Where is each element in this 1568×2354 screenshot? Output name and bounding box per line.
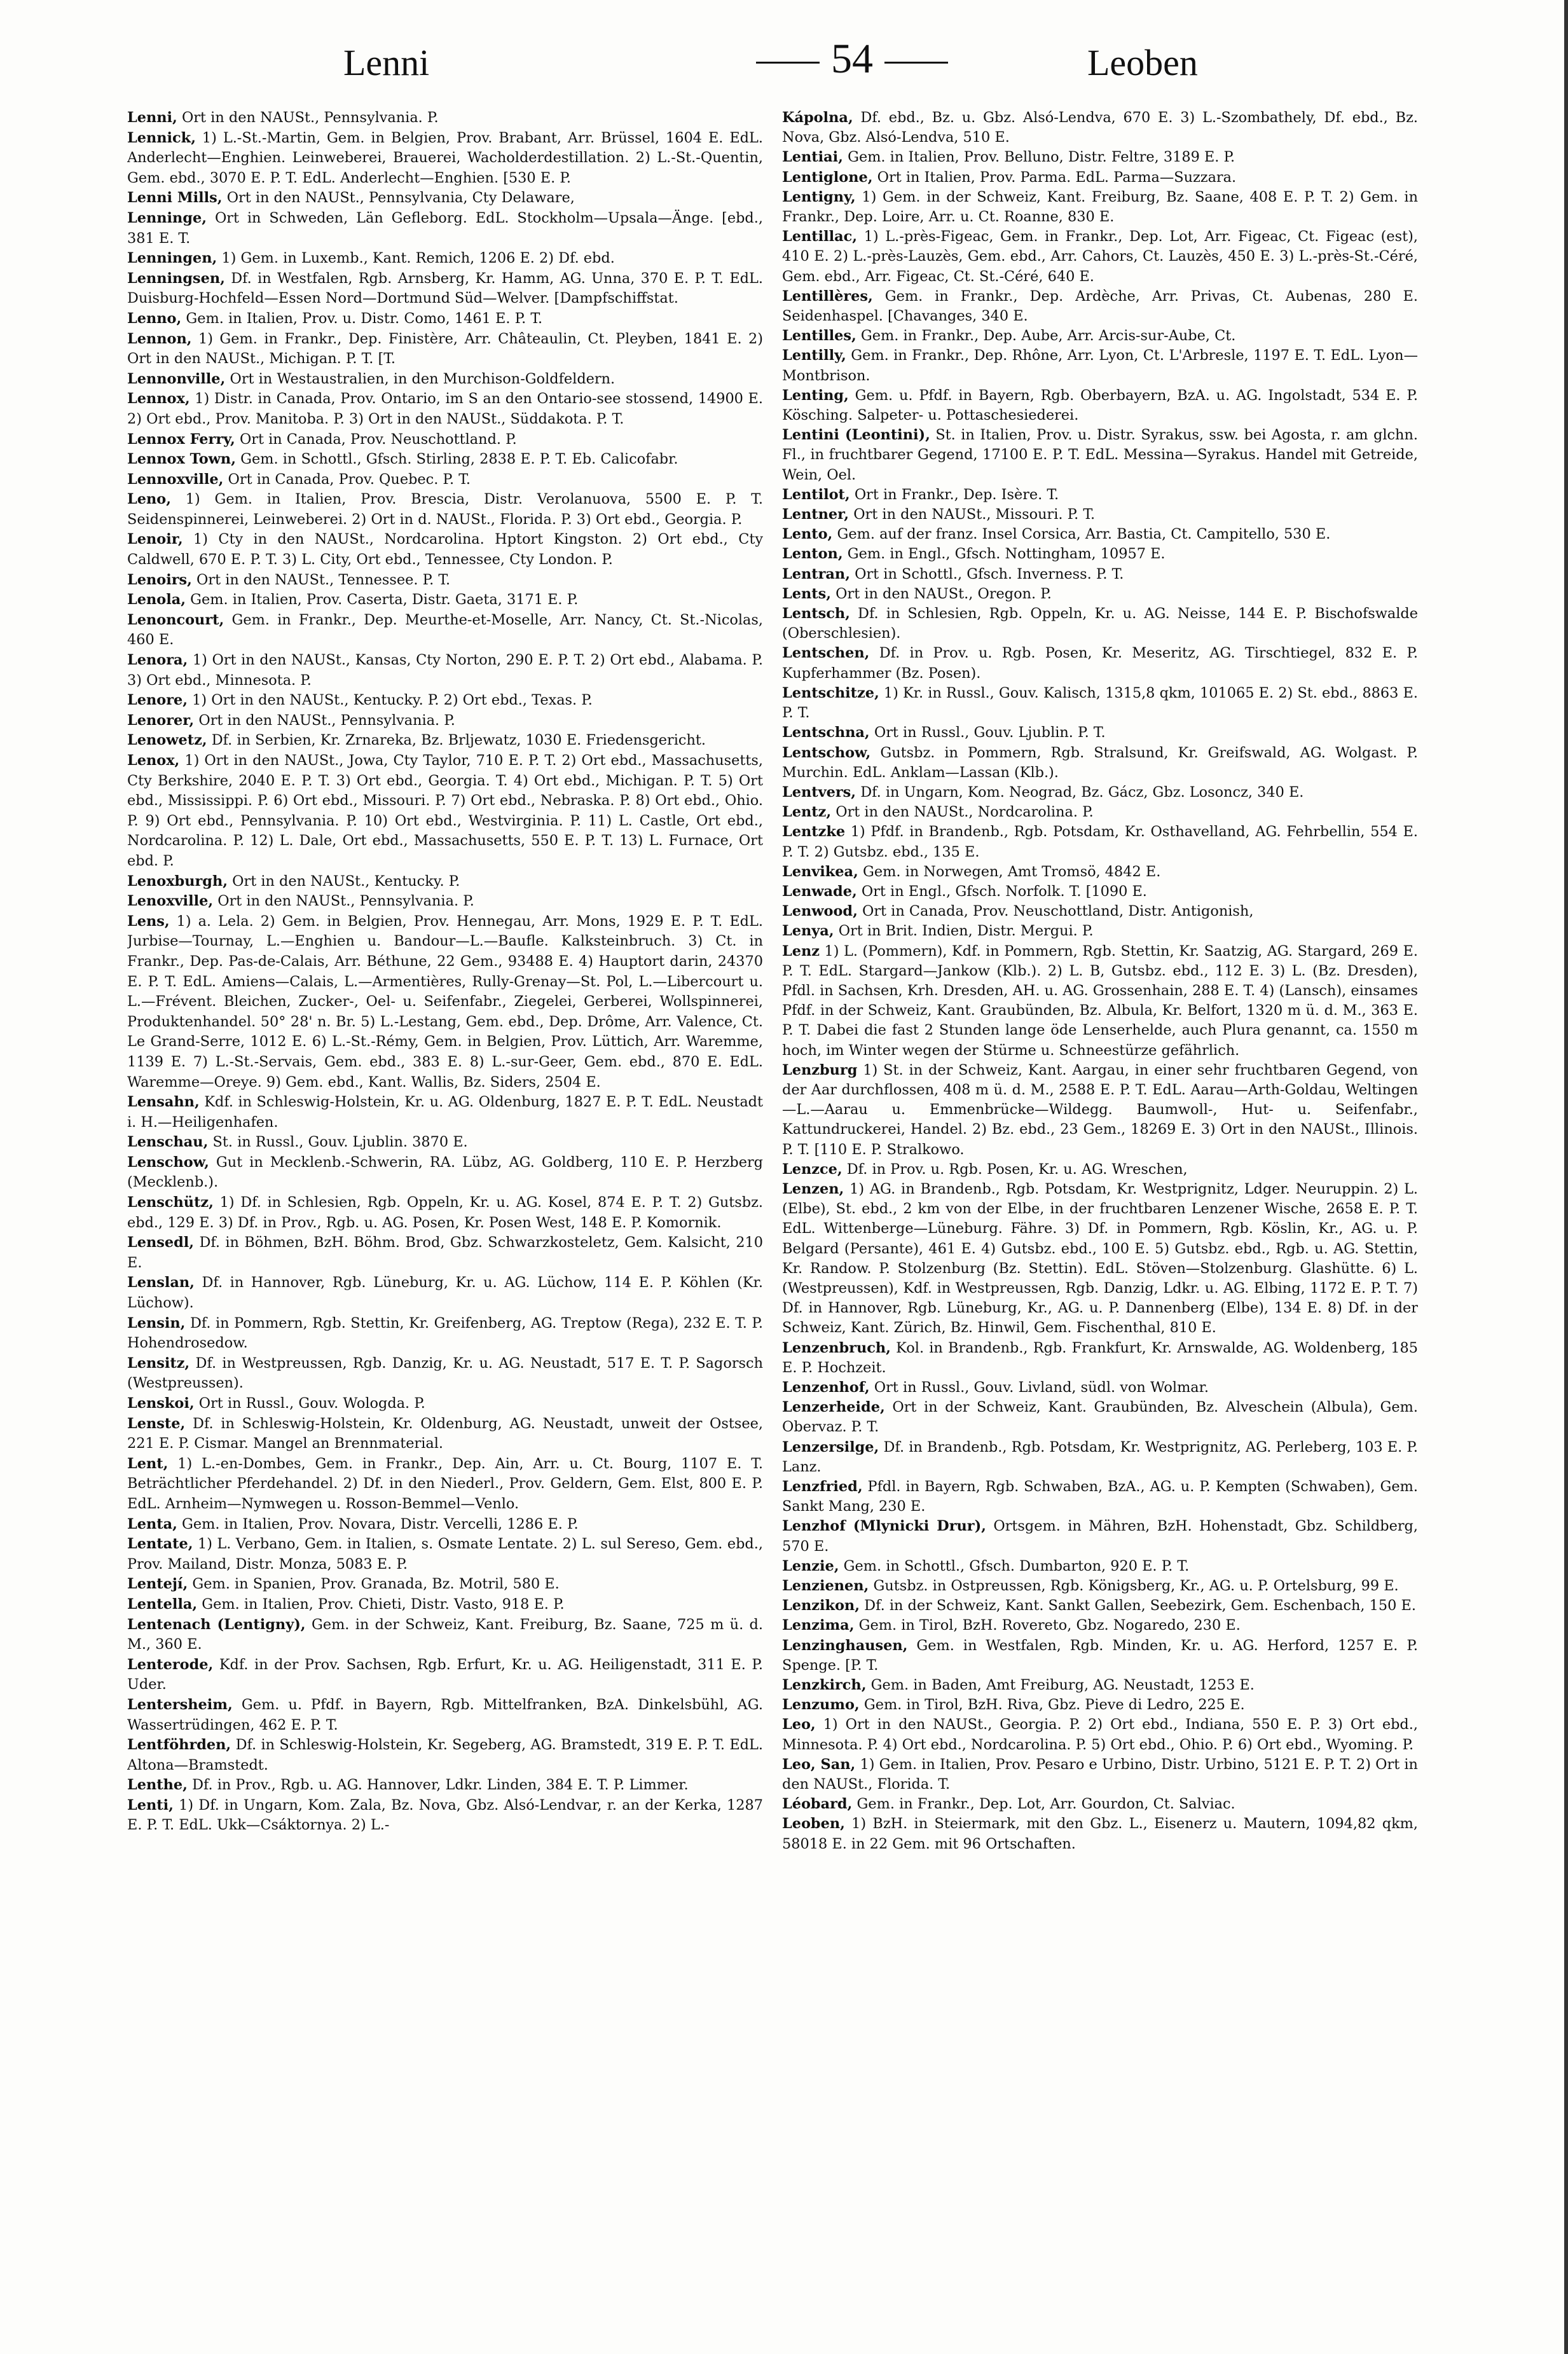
page-number <box>744 35 960 83</box>
gazetteer-entry <box>127 610 763 650</box>
entry-text: 1) Ort in den NAUSt., Georgia. P. 2) Ort ebd., Indiana, 550 E. P. 3) Ort ebd., Minnesota. P. 4) Ort ebd., Nordcarolina. P. 5) Ort ebd., Ohio. P. 6) Ort ebd., Wyoming. P. <box>782 1716 1418 1753</box>
entry-headword: Lenzhof (Mlynicki Drur), <box>782 1518 986 1535</box>
entry-headword: Lenola, <box>127 591 186 609</box>
entry-headword: Lenoncourt, <box>127 611 224 628</box>
gazetteer-entry <box>127 912 763 1092</box>
gazetteer-entry <box>782 188 1418 227</box>
entry-text: Ort in Canada, Prov. Neuschottland. P. <box>239 430 517 448</box>
entry-headword: Lennoxville, <box>127 471 224 488</box>
entry-text: Ort in den NAUSt., Missouri. P. T. <box>853 506 1096 523</box>
entry-text: 1) Gem. in Italien, Prov. Brescia, Distr. Verolanuova, 5500 E. P. T. Seidenspinnerei, Leinweberei. 2) Ort in d. NAUSt., Florida. P. 3) Ort ebd., Georgia. P. <box>127 491 763 528</box>
entry-text: 1) Df. in Ungarn, Kom. Zala, Bz. Nova, Gbz. Alsó-Lendvar, r. an der Kerka, 1287 E. P. T. EdL. Ukk—Csáktornya. 2) L.- <box>127 1796 763 1834</box>
entry-text: Ort in Schweden, Län Gefleborg. EdL. Stockholm—Upsala—Änge. [ebd., 381 E. T. <box>127 209 763 247</box>
entry-headword: Lenschütz, <box>127 1194 214 1211</box>
entry-headword: Lenoirs, <box>127 571 192 588</box>
gazetteer-entry <box>127 470 763 490</box>
gazetteer-entry <box>782 108 1418 148</box>
entry-headword: Lenora, <box>127 652 188 669</box>
entry-text: 1) Gem. in Frankr., Dep. Finistère, Arr. Châteaulin, Ct. Pleyben, 1841 E. 2) Ort in den NAUSt., Michigan. P. T. [T. <box>127 330 763 368</box>
entry-text: St. in Russl., Gouv. Ljublin. 3870 E. <box>212 1134 468 1151</box>
gazetteer-entry <box>127 1595 763 1615</box>
entry-text: Df. ebd., Bz. u. Gbz. Alsó-Lendva, 670 E. 3) L.-Szombathely, Df. ebd., Bz. Nova, Gbz. Alsó-Lendva, 510 E. <box>782 109 1418 146</box>
entry-headword: Lenno, <box>127 310 182 327</box>
entry-text: Gem. auf der franz. Insel Corsica, Arr. Bastia, Ct. Campitello, 530 E. <box>837 526 1331 543</box>
gazetteer-entry <box>782 326 1418 346</box>
gazetteer-entry <box>127 731 763 751</box>
gazetteer-entry <box>782 1061 1418 1160</box>
entry-headword: Lenowetz, <box>127 732 207 749</box>
entry-text: Ort in Canada, Prov. Neuschottland, Distr. Antigonish, <box>862 903 1254 920</box>
gazetteer-entry <box>127 691 763 711</box>
entry-headword: Lennon, <box>127 330 192 347</box>
entry-text: Df. in Westpreussen, Rgb. Danzig, Kr. u. AG. Neustadt, 517 E. T. P. Sagorsch (Westpreussen). <box>127 1354 763 1392</box>
gazetteer-entry <box>782 1180 1418 1339</box>
gazetteer-entry <box>782 565 1418 584</box>
entry-headword: Lenterode, <box>127 1656 214 1673</box>
entry-headword: Lenzima, <box>782 1617 855 1634</box>
entry-headword: Lenore, <box>127 692 188 709</box>
entry-text: Df. in Schleswig-Holstein, Kr. Segeberg, AG. Bramstedt, 319 E. P. T. EdL. Altona—Bramstedt. <box>127 1737 763 1773</box>
gazetteer-entry <box>782 862 1418 882</box>
gazetteer-entry <box>782 1715 1418 1754</box>
entry-text: Kol. in Brandenb., Rgb. Frankfurt, Kr. Arnswalde, AG. Woldenberg, 185 E. P. Hochzeit. <box>782 1339 1418 1376</box>
entry-text: 1) L.-St.-Martin, Gem. in Belgien, Prov. Brabant, Arr. Brüssel, 1604 E. EdL. Anderlecht—Enghien. Leinweberei, Brauerei, Wacholderdestillation. 2) L.-St.-Quentin, Gem. ebd., 3070 E. P. T. EdL. Anderlecht—Enghien. [530 E. P. <box>127 129 763 186</box>
gazetteer-entry <box>127 1153 763 1193</box>
entry-headword: Lentvers, <box>782 783 856 801</box>
entry-headword: Lenzenbruch, <box>782 1339 891 1356</box>
entry-text: Gem. in Baden, Amt Freiburg, AG. Neustadt, 1253 E. <box>870 1677 1255 1694</box>
entry-headword: Lenslan, <box>127 1274 195 1291</box>
gazetteer-entry <box>127 650 763 691</box>
entry-text: Ort in den NAUSt., Pennsylvania. P. <box>217 893 474 910</box>
gazetteer-entry <box>127 1314 763 1354</box>
gazetteer-entry <box>782 1596 1418 1616</box>
gazetteer-entry <box>782 425 1418 485</box>
entry-text: Gem. in Tirol, BzH. Rovereto, Gbz. Nogaredo, 230 E. <box>858 1617 1241 1634</box>
left-column <box>127 108 763 2302</box>
entry-text: Ort in Russl., Gouv. Ljublin. P. T. <box>874 724 1106 741</box>
entry-headword: Lentner, <box>782 506 849 523</box>
gazetteer-entry <box>782 584 1418 604</box>
gazetteer-entry <box>782 1438 1418 1477</box>
entry-headword: Lenschow, <box>127 1153 209 1171</box>
entry-headword: Lentiai, <box>782 149 843 166</box>
gazetteer-entry <box>127 1354 763 1394</box>
entry-text: Df. in Prov. u. Rgb. Posen, Kr. Meseritz, AG. Tirschtiegel, 832 E. P. Kupferhammer (Bz. Posen). <box>782 645 1418 682</box>
entry-headword: Lentz, <box>782 804 832 821</box>
gazetteer-entry <box>782 346 1418 385</box>
entry-text: Df. in Westfalen, Rgb. Arnsberg, Kr. Hamm, AG. Unna, 370 E. P. T. EdL. Duisburg-Hochfeld—Essen Nord—Dortmund Süd—Welver. [Dampfschiffstat. <box>127 270 763 307</box>
gazetteer-entry <box>782 1160 1418 1180</box>
gazetteer-entry <box>127 590 763 610</box>
gazetteer-entry <box>127 1454 763 1515</box>
entry-headword: Lenni, <box>127 109 177 126</box>
gazetteer-entry <box>782 1339 1418 1378</box>
entry-text: Gem. in Norwegen, Amt Tromsö, 4842 E. <box>862 863 1161 880</box>
entry-headword: Lentini (Leontini), <box>782 427 930 444</box>
gazetteer-entry <box>782 1378 1418 1398</box>
entry-headword: Lenox, <box>127 752 180 769</box>
gazetteer-entry <box>782 1636 1418 1676</box>
gazetteer-entry <box>127 1092 763 1132</box>
entry-text: Gem. in Frankr., Dep. Lot, Arr. Gourdon, Ct. Salviac. <box>856 1796 1235 1813</box>
gazetteer-entry <box>782 902 1418 921</box>
entry-text: Ort in der Schweiz, Kant. Graubünden, Bz. Alveschein (Albula), Gem. Obervaz. P. T. <box>782 1399 1418 1436</box>
entry-text: Gem. in Spanien, Prov. Granada, Bz. Motril, 580 E. <box>192 1576 560 1593</box>
entry-text: Ort in den NAUSt., Pennsylvania. P. <box>181 109 439 126</box>
entry-text: Gem. in Frankr., Dep. Meurthe-et-Moselle, Arr. Nancy, Ct. St.-Nicolas, 460 E. <box>127 611 763 649</box>
entry-headword: Lentschow, <box>782 744 871 761</box>
entry-headword: Lentilles, <box>782 327 856 345</box>
page-number-text: 54 <box>831 36 873 82</box>
entry-headword: Léobard, <box>782 1796 853 1813</box>
entry-headword: Lensitz, <box>127 1354 190 1372</box>
gazetteer-entry <box>782 544 1418 564</box>
entry-text: Gutsbz. in Pommern, Rgb. Stralsund, Kr. Greifswald, AG. Wolgast. P. Murchin. EdL. Anklam—Lassan (Klb.). <box>782 744 1418 781</box>
gazetteer-entry <box>127 128 763 189</box>
entry-text: Gem. in Westfalen, Rgb. Minden, Kr. u. AG. Herford, 1257 E. P. Spenge. [P. T. <box>782 1637 1418 1674</box>
entry-text: Ort in den NAUSt., Pennsylvania, Cty Delaware, <box>226 189 575 207</box>
gazetteer-entry <box>782 227 1418 287</box>
entry-headword: Lenti, <box>127 1796 174 1814</box>
gazetteer-entry <box>782 1557 1418 1576</box>
gazetteer-entry <box>127 1394 763 1414</box>
gazetteer-entry <box>782 1814 1418 1854</box>
entry-headword: Lentschna, <box>782 724 870 741</box>
gazetteer-entry <box>782 1517 1418 1556</box>
entry-text: Gem. in Frankr., Dep. Rhône, Arr. Lyon, Ct. L'Arbresle, 1197 E. T. EdL. Lyon—Montbrison. <box>782 347 1418 384</box>
entry-text: Gem. in Italien, Prov. Chieti, Distr. Vasto, 918 E. P. <box>202 1595 565 1613</box>
entry-text: Df. in Böhmen, BzH. Böhm. Brod, Gbz. Schwarzkosteletz, Gem. Kalsicht, 210 E. <box>127 1234 763 1271</box>
gazetteer-entry <box>782 525 1418 544</box>
entry-text: 1) Distr. in Canada, Prov. Ontario, im S an den Ontario-see stossend, 14900 E. 2) Ort ebd., Prov. Manitoba. P. 3) Ort in den NAUSt., Süddakota. P. T. <box>127 390 763 427</box>
entry-headword: Lentran, <box>782 565 850 582</box>
entry-headword: Lents, <box>782 585 832 602</box>
entry-headword: Lenzen, <box>782 1180 844 1197</box>
gazetteer-entry <box>782 168 1418 188</box>
header-rule-left <box>756 62 820 64</box>
gazetteer-entry <box>782 723 1418 743</box>
gazetteer-entry <box>782 386 1418 425</box>
gazetteer-entry <box>782 604 1418 644</box>
entry-text: 1) Kr. in Russl., Gouv. Kalisch, 1315,8 qkm, 101065 E. 2) St. ebd., 8863 E. P. T. <box>782 684 1418 722</box>
entry-headword: Lenni Mills, <box>127 189 223 207</box>
entry-headword: Lenninge, <box>127 209 207 226</box>
gazetteer-entry <box>127 369 763 390</box>
gazetteer-entry <box>127 1273 763 1313</box>
entry-headword: Lens, <box>127 912 170 930</box>
entry-text: Ort in den NAUSt., Nordcarolina. P. <box>836 804 1094 821</box>
entry-text: Df. in Brandenb., Rgb. Potsdam, Kr. Westprignitz, AG. Perleberg, 103 E. P. Lanz. <box>782 1438 1418 1475</box>
gazetteer-entry <box>782 802 1418 822</box>
entry-text: 1) L. (Pommern), Kdf. in Pommern, Rgb. Stettin, Kr. Saatzig, AG. Stargard, 269 E. P. T. EdL. Stargard—Jankow (Klb.). 2) L. B, Gutsbz. ebd., 112 E. 3) L. (Bz. Dresden), Pfdl. in Sachsen, Krh. Dresden, AH. u. AG. Grossenhain, 288 E. T. 4) (Lansch), einsames Pfdf. in der Schweiz, Kant. Graubünden, Bz. Albula, Kr. Belfort, 1320 m ü. d. M., 363 E. P. T. Dabei die fast 2 Stunden lange öde Lenserhelde, auch Plura genannt, ca. 1550 m hoch, im Winter wegen der Stürme u. Schneestürze gefährlich. <box>782 942 1418 1059</box>
entry-text: Gem. in Italien, Prov. Novara, Distr. Vercelli, 1286 E. P. <box>182 1515 579 1532</box>
entry-text: Gut in Mecklenb.-Schwerin, RA. Lübz, AG. Goldberg, 110 E. P. Herzberg (Mecklenb.). <box>127 1153 763 1191</box>
running-header <box>95 35 1494 105</box>
gazetteer-entry <box>127 249 763 269</box>
gazetteer-entry <box>782 1616 1418 1635</box>
gazetteer-entry <box>127 711 763 731</box>
entry-text: 1) Df. in Schlesien, Rgb. Oppeln, Kr. u. AG. Kosel, 874 E. P. T. 2) Gutsbz. ebd., 129 E. 3) Df. in Prov., Rgb. u. AG. Posen, Kr. Posen West, 148 E. P. Komornik. <box>127 1194 763 1231</box>
entry-headword: Lennox Ferry, <box>127 430 235 448</box>
entry-text: 1) Ort in den NAUSt., Kansas, Cty Norton, 290 E. P. T. 2) Ort ebd., Alabama. P. 3) Ort ebd., Minnesota. P. <box>127 652 763 689</box>
entry-text: 1) Pfdf. in Brandenb., Rgb. Potsdam, Kr. Osthavelland, AG. Fehrbellin, 554 E. P. T. 2) Gutsbz. ebd., 135 E. <box>782 823 1418 860</box>
entry-text: Ort in den NAUSt., Pennsylvania. P. <box>198 712 455 729</box>
entry-headword: Lenwade, <box>782 883 857 900</box>
entry-headword: Lentiglone, <box>782 169 873 186</box>
entry-text: Gem. in Schottl., Gfsch. Dumbarton, 920 E. P. T. <box>843 1557 1190 1574</box>
entry-headword: Lentate, <box>127 1536 193 1553</box>
gazetteer-entry <box>127 530 763 570</box>
entry-text: 1) Gem. in der Schweiz, Kant. Freiburg, Bz. Saane, 408 E. P. T. 2) Gem. in Frankr., Dep. Loire, Arr. u. Ct. Roanne, 830 E. <box>782 188 1418 226</box>
entry-headword: Lenwood, <box>782 903 858 920</box>
entry-headword: Lenzersilge, <box>782 1438 879 1456</box>
gazetteer-entry <box>782 1794 1418 1814</box>
gazetteer-entry <box>127 891 763 912</box>
entry-headword: Lentföhrden, <box>127 1737 231 1754</box>
entry-headword: Lenting, <box>782 387 849 404</box>
entry-text: 1) BzH. in Steiermark, mit den Gbz. L., Eisenerz u. Mautern, 1094,82 qkm, 58018 E. in 22 Gem. mit 96 Ortschaften. <box>782 1815 1418 1852</box>
gazetteer-entry <box>782 644 1418 683</box>
entry-headword: Leo, <box>782 1716 816 1733</box>
entry-headword: Lenzienen, <box>782 1578 869 1595</box>
gazetteer-entry <box>127 1132 763 1153</box>
entry-headword: Leno, <box>127 491 171 508</box>
gazetteer-entry <box>782 684 1418 723</box>
entry-text: Ort in den NAUSt., Kentucky. P. <box>232 872 460 890</box>
gazetteer-entry <box>782 1576 1418 1596</box>
entry-text: Ortsgem. in Mähren, BzH. Hohenstadt, Gbz. Schildberg, 570 E. <box>782 1518 1418 1555</box>
header-rule-right <box>884 62 948 64</box>
entry-headword: Lenthe, <box>127 1777 188 1794</box>
entry-headword: Lenzce, <box>782 1160 842 1178</box>
entry-text: Gutsbz. in Ostpreussen, Rgb. Königsberg, Kr., AG. u. P. Ortelsburg, 99 E. <box>873 1578 1399 1595</box>
entry-headword: Lenoxburgh, <box>127 872 228 890</box>
gazetteer-entry <box>127 1735 763 1775</box>
entry-text: Gem. in Italien, Prov. u. Distr. Como, 1461 E. P. T. <box>186 310 543 327</box>
gazetteer-entry <box>782 942 1418 1061</box>
entry-text: Df. in Hannover, Rgb. Lüneburg, Kr. u. AG. Lüchow, 114 E. P. Köhlen (Kr. Lüchow). <box>127 1274 763 1312</box>
gazetteer-entry <box>782 822 1418 862</box>
gazetteer-entry <box>127 1655 763 1695</box>
gazetteer-entry <box>127 1615 763 1655</box>
entry-headword: Lenschau, <box>127 1134 209 1151</box>
entry-text: Ort in den NAUSt., Tennessee. P. T. <box>196 571 451 588</box>
entry-text: Ort in Brit. Indien, Distr. Mergui. P. <box>838 923 1094 940</box>
header-first-keyword: Lenni <box>343 42 430 83</box>
entry-text: Df. in Schlesien, Rgb. Oppeln, Kr. u. AG. Neisse, 144 E. P. Bischofswalde (Oberschlesien). <box>782 605 1418 642</box>
entry-text: Gem. in Italien, Prov. Caserta, Distr. Gaeta, 3171 E. P. <box>190 591 579 609</box>
entry-headword: Lenzkirch, <box>782 1677 867 1694</box>
gazetteer-entry <box>127 269 763 309</box>
gazetteer-entry <box>782 921 1418 941</box>
entry-text: Gem. in der Schweiz, Kant. Freiburg, Bz. Saane, 725 m ü. d. M., 360 E. <box>127 1616 763 1653</box>
entry-headword: Lentschitze, <box>782 684 879 701</box>
gazetteer-entry <box>782 485 1418 505</box>
gazetteer-entry <box>127 108 763 128</box>
entry-text: 1) St. in der Schweiz, Kant. Aargau, in einer sehr fruchtbaren Gegend, von der Aar durchflossen, 408 m ü. d. M., 2588 E. P. T. EdL. Aarau—Arth-Goldau, Weltingen—L.—Aarau u. Emmenbrücke—Wildegg. Baumwoll-, Hut- u. Seifenfabr., Kattundruckerei, Handel. 2) Bz. ebd., 23 Gem., 18269 E. 3) Ort in den NAUSt., Illinois. P. T. [110 E. P. Stralkowo. <box>782 1061 1418 1158</box>
entry-headword: Lensedl, <box>127 1234 195 1251</box>
entry-headword: Lentilly, <box>782 347 846 364</box>
entry-text: Ort in Frankr., Dep. Isère. T. <box>854 486 1059 503</box>
gazetteer-entry <box>127 1515 763 1535</box>
entry-text: Gem. in Schottl., Gfsch. Stirling, 2838 E. P. T. Eb. Calicofabr. <box>240 451 678 468</box>
right-column <box>782 108 1418 2302</box>
gazetteer-entry <box>782 882 1418 902</box>
entry-text: Df. in Pommern, Rgb. Stettin, Kr. Greifenberg, AG. Treptow (Rega), 232 E. T. P. Hohendrosedow. <box>127 1314 763 1352</box>
entry-text: Gem. in Frankr., Dep. Aube, Arr. Arcis-sur-Aube, Ct. <box>860 327 1236 345</box>
entry-headword: Lenzinghausen, <box>782 1637 908 1654</box>
entry-text: Df. in Schleswig-Holstein, Kr. Oldenburg, AG. Neustadt, unweit der Ostsee, 221 E. P. Cismar. Mangel an Brennmaterial. <box>127 1415 763 1452</box>
entry-text: Ort in Russl., Gouv. Wologda. P. <box>198 1395 425 1412</box>
entry-headword: Lenoxville, <box>127 893 214 910</box>
entry-text: 1) Ort in den NAUSt., Kentucky. P. 2) Ort ebd., Texas. P. <box>192 692 593 709</box>
gazetteer-entry <box>127 329 763 369</box>
entry-headword: Lentsch, <box>782 605 850 623</box>
entry-text: Ort in Schottl., Gfsch. Inverness. P. T. <box>855 565 1124 582</box>
gazetteer-entry <box>782 505 1418 525</box>
entry-headword: Lennonville, <box>127 370 226 387</box>
entry-headword: Lenzfried, <box>782 1478 863 1496</box>
entry-text: 1) L. Verbano, Gem. in Italien, s. Osmate Lentate. 2) L. sul Sereso, Gem. ebd., Prov. Mailand, Distr. Monza, 5083 E. P. <box>127 1536 763 1573</box>
entry-text: Gem. u. Pfdf. in Bayern, Rgb. Oberbayern, BzA. u. AG. Ingolstadt, 534 E. P. Kösching. Salpeter- u. Pottaschesiederei. <box>782 387 1418 424</box>
entry-text: Df. in Prov., Rgb. u. AG. Hannover, Ldkr. Linden, 384 E. T. P. Limmer. <box>192 1777 689 1794</box>
entry-text: Kdf. in der Prov. Sachsen, Rgb. Erfurt, Kr. u. AG. Heiligenstadt, 311 E. P. Uder. <box>127 1656 763 1693</box>
entry-text: Pfdl. in Bayern, Rgb. Schwaben, BzA., AG. u. P. Kempten (Schwaben), Gem. Sankt Mang, 230 E. <box>782 1478 1418 1515</box>
entry-text: 1) Gem. in Luxemb., Kant. Remich, 1206 E. 2) Df. ebd. <box>221 250 615 267</box>
entry-text: Df. in Ungarn, Kom. Neograd, Bz. Gácz, Gbz. Losoncz, 340 E. <box>860 783 1304 801</box>
entry-text: Df. in Prov. u. Rgb. Posen, Kr. u. AG. Wreschen, <box>846 1160 1188 1178</box>
entry-headword: Lenz <box>782 942 820 960</box>
gazetteer-entry <box>782 287 1418 326</box>
entry-headword: Lentella, <box>127 1595 198 1613</box>
entry-text: 1) Cty in den NAUSt., Nordcarolina. Hptort Kingston. 2) Ort ebd., Cty Caldwell, 670 E. P. T. 3) L. City, Ort ebd., Tennessee, Cty London. P. <box>127 531 763 568</box>
entry-headword: Lenvikea, <box>782 863 858 880</box>
entry-headword: Lenzumo, <box>782 1697 860 1714</box>
gazetteer-entry <box>127 430 763 450</box>
entry-headword: Lenste, <box>127 1415 186 1432</box>
entry-headword: Lentejí, <box>127 1576 188 1593</box>
gazetteer-entry <box>782 1755 1418 1794</box>
gazetteer-entry <box>127 570 763 591</box>
entry-text: 1) AG. in Brandenb., Rgb. Potsdam, Kr. Westprignitz, Ldger. Neuruppin. 2) L. (Elbe), St. ebd., 2 km von der Elbe, in der fruchtbaren Lenzener Wische, 2658 E. P. T. EdL. Wittenberge—Lüneburg. Fähre. 3) Df. in Pommern, Rgb. Köslin, Kr., AG. u. P. Belgard (Persante), 461 E. 4) Gutsbz. ebd., 100 E. 5) Gutsbz. ebd., Rgb. u. AG. Stettin, Kr. Randow. P. Stolzenburg (Bz. Stettin). EdL. Stöven—Stolzenburg. Glashütte. 6) L. (Westpreussen), Kdf. in Westpreussen, Rgb. Danzig, Ldkr. u. AG. Elbing, 1172 E. P. T. 7) Df. in Hannover, Rgb. Lüneburg, Kr., AG. u. P. Dannenberg (Elbe), 134 E. 8) Df. in der Schweiz, Kant. Zürich, Bz. Hinwil, Gem. Fischenthal, 810 E. <box>782 1180 1418 1337</box>
gazetteer-entry <box>782 1676 1418 1695</box>
entry-headword: Lenzerheide, <box>782 1399 885 1416</box>
entry-text: Ort in Engl., Gfsch. Norfolk. T. [1090 E. <box>861 883 1147 900</box>
entry-headword: Lennox Town, <box>127 451 237 468</box>
entry-headword: Lentenach (Lentigny), <box>127 1616 306 1633</box>
entry-headword: Lenton, <box>782 546 843 563</box>
entry-headword: Lentschen, <box>782 645 870 662</box>
entry-headword: Lenzikon, <box>782 1597 860 1614</box>
entry-text: 1) L.-près-Figeac, Gem. in Frankr., Dep. Lot, Arr. Figeac, Ct. Figeac (est), 410 E. 2) L.-près-Lauzès, Gem. ebd., Arr. Cahors, Ct. Lauzès, 450 E. 3) L.-près-St.-Céré, Gem. ebd., Arr. Figeac, Ct. St.-Céré, 640 E. <box>782 228 1418 285</box>
entry-headword: Leo, San, <box>782 1756 856 1773</box>
entry-headword: Lensahn, <box>127 1094 200 1111</box>
entry-headword: Leoben, <box>782 1815 845 1833</box>
gazetteer-entry <box>127 450 763 470</box>
gazetteer-entry <box>782 1398 1418 1437</box>
gazetteer-entry <box>127 490 763 530</box>
gazetteer-entry <box>782 1695 1418 1715</box>
gazetteer-entry <box>127 1414 763 1454</box>
entry-headword: Lento, <box>782 526 833 543</box>
entry-text: Ort in Canada, Prov. Quebec. P. T. <box>228 471 471 488</box>
entry-text: Ort in den NAUSt., Oregon. P. <box>836 585 1052 602</box>
entry-text: St. in Italien, Prov. u. Distr. Syrakus, ssw. bei Agosta, r. am glchn. Fl., in fruchtbarer Gegend, 17100 E. P. T. EdL. Messina—Syrakus. Handel mit Getreide, Wein, Oel. <box>782 427 1418 483</box>
gazetteer-entry <box>127 751 763 872</box>
gazetteer-entry <box>127 1775 763 1796</box>
entry-text: Ort in Russl., Gouv. Livland, südl. von Wolmar. <box>874 1379 1209 1396</box>
entry-headword: Lenskoi, <box>127 1395 195 1412</box>
entry-headword: Lent, <box>127 1455 168 1472</box>
entry-text: Gem. in Frankr., Dep. Ardèche, Arr. Privas, Ct. Aubenas, 280 E. Seidenhaspel. [Chavanges, 340 E. <box>782 287 1418 325</box>
entry-headword: Lenzburg <box>782 1061 858 1078</box>
entry-headword: Lenningsen, <box>127 270 225 287</box>
gazetteer-entry <box>127 389 763 429</box>
gazetteer-entry <box>782 148 1418 167</box>
entry-text: 1) L.-en-Dombes, Gem. in Frankr., Dep. Ain, Arr. u. Ct. Bourg, 1107 E. T. Beträchtlicher Pferdehandel. 2) Df. in den Niederl., Prov. Geldern, Gem. Elst, 800 E. P. EdL. Arnheim—Nymwegen u. Rosson-Bemmel—Venlo. <box>127 1455 763 1512</box>
entry-text: Df. in Serbien, Kr. Zrnareka, Bz. Brljewatz, 1030 E. Friedensgericht. <box>211 732 706 749</box>
entry-text: Gem. in Tirol, BzH. Riva, Gbz. Pieve di Ledro, 225 E. <box>863 1697 1245 1714</box>
entry-headword: Lenzie, <box>782 1557 839 1574</box>
entry-text: Gem. u. Pfdf. in Bayern, Rgb. Mittelfranken, BzA. Dinkelsbühl, AG. Wassertrüdingen, 462 E. P. T. <box>127 1696 763 1733</box>
entry-headword: Lentigny, <box>782 188 856 205</box>
entry-headword: Lennick, <box>127 129 196 146</box>
entry-text: Kdf. in Schleswig-Holstein, Kr. u. AG. Oldenburg, 1827 E. P. T. EdL. Neustadt i. H.—Heiligenhafen. <box>127 1094 763 1131</box>
gazetteer-entry <box>782 1477 1418 1517</box>
entry-text: Ort in Westaustralien, in den Murchison-Goldfeldern. <box>230 370 616 387</box>
gazetteer-entry <box>127 1534 763 1574</box>
entry-headword: Lentillères, <box>782 287 873 305</box>
entry-headword: Lenningen, <box>127 250 217 267</box>
gazetteer-entry <box>127 1695 763 1735</box>
entry-text: Gem. in Italien, Prov. Belluno, Distr. Feltre, 3189 E. P. <box>848 149 1235 166</box>
entry-headword: Kápolna, <box>782 109 853 126</box>
entry-headword: Lensin, <box>127 1314 186 1332</box>
entry-text: Df. in der Schweiz, Kant. Sankt Gallen, Seebezirk, Gem. Eschenbach, 150 E. <box>864 1597 1416 1614</box>
gazetteer-entry <box>127 209 763 249</box>
gazetteer-entry <box>127 1233 763 1273</box>
entry-headword: Lentilot, <box>782 486 850 503</box>
gazetteer-entry <box>127 1796 763 1836</box>
gazetteer-entry <box>782 743 1418 783</box>
entry-headword: Lenoir, <box>127 531 183 548</box>
gazetteer-entry <box>127 1574 763 1595</box>
gazetteer-entry <box>127 309 763 329</box>
entry-headword: Lenorer, <box>127 712 195 729</box>
entry-headword: Lentzke <box>782 823 846 841</box>
entry-headword: Lentersheim, <box>127 1696 233 1713</box>
entry-headword: Lennox, <box>127 390 190 408</box>
entry-headword: Lenzenhof, <box>782 1379 870 1396</box>
gazetteer-entry <box>127 872 763 892</box>
header-last-keyword: Leoben <box>1087 42 1198 83</box>
entry-text: 1) Ort in den NAUSt., Jowa, Cty Taylor, 710 E. P. T. 2) Ort ebd., Massachusetts, Cty Berkshire, 2040 E. P. T. 3) Ort ebd., Georgia. T. 4) Ort ebd., Michigan. P. T. 5) Ort ebd., Mississippi. P. 6) Ort ebd., Missouri. P. 7) Ort ebd., Nebraska. P. 8) Ort ebd., Ohio. P. 9) Ort ebd., Pennsylvania. P. 10) Ort ebd., Westvirginia. P. 11) L. Castle, Ort ebd., Nordcarolina. P. 12) L. Dale, Ort ebd., Massachusetts, 550 E. P. T. 13) L. Furnace, Ort ebd. P. <box>127 752 763 869</box>
page-edge <box>1564 0 1568 2354</box>
entry-headword: Lenya, <box>782 923 834 940</box>
entry-text: Gem. in Engl., Gfsch. Nottingham, 10957 E. <box>847 546 1166 563</box>
entry-text: 1) a. Lela. 2) Gem. in Belgien, Prov. Hennegau, Arr. Mons, 1929 E. P. T. EdL. Jurbise—Tournay, L.—Enghien u. Bandour—L.—Baufle. Kalksteinbruch. 3) Ct. in Frankr., Dep. Pas-de-Calais, Arr. Béthune, 22 Gem., 93488 E. 4) Hauptort darin, 24370 E. P. T. EdL. Amiens—Calais, L.—Armentières, Rully-Grenay—St. Pol, L.—Libercourt u. L.—Frévent. Bleichen, Zucker-, Oel- u. Seifenfabr., Ziegelei, Gerberei, Wollspinnerei, Produktenhandel. 50° 28' n. Br. 5) L.-Lestang, Gem. ebd., Dep. Drôme, Arr. Valence, Ct. Le Grand-Serre, 1012 E. 6) L.-St.-Rémy, Gem. in Belgien, Prov. Lüttich, Arr. Waremme, 1139 E. 7) L.-St.-Servais, Gem. ebd., 383 E. 8) L.-sur-Geer, Gem. ebd., 870 E. EdL. Waremme—Oreye. 9) Gem. ebd., Kant. Wallis, Bz. Siders, 2504 E. <box>127 912 763 1091</box>
gazetteer-entry <box>127 1193 763 1233</box>
gazetteer-entry <box>782 783 1418 802</box>
gazetteer-entry <box>127 188 763 209</box>
entry-headword: Lentillac, <box>782 228 858 245</box>
entry-text: 1) Gem. in Italien, Prov. Pesaro e Urbino, Distr. Urbino, 5121 E. P. T. 2) Ort in den NAUSt., Florida. T. <box>782 1756 1418 1793</box>
entry-text: Ort in Italien, Prov. Parma. EdL. Parma—Suzzara. <box>877 169 1237 186</box>
entry-headword: Lenta, <box>127 1515 177 1532</box>
